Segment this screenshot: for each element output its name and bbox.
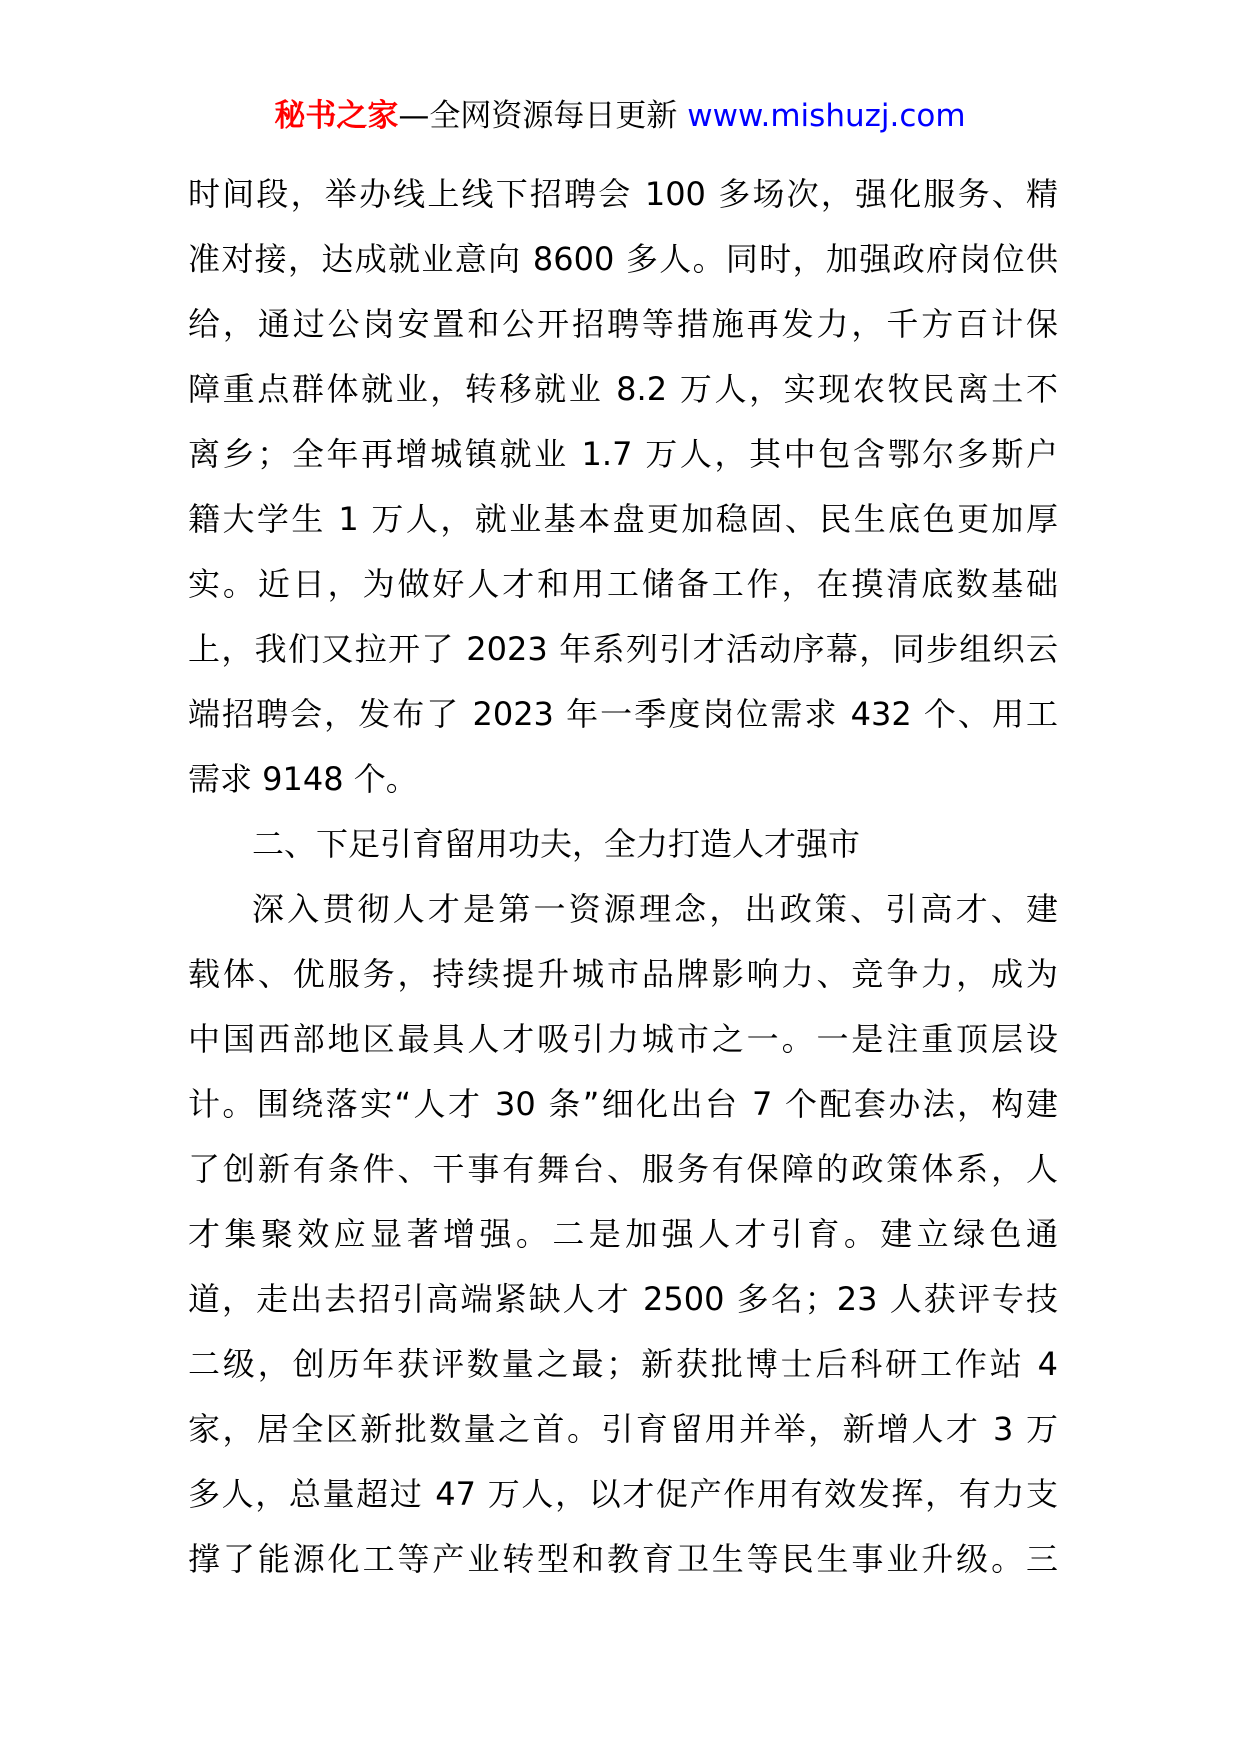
text-line: 了创新有条件、干事有舞台、服务有保障的政策体系，人	[188, 1150, 1058, 1188]
text-line: 载体、优服务，持续提升城市品牌影响力、竞争力，成为	[188, 955, 1058, 993]
text-line: 家，居全区新批数量之首。引育留用并举，新增人才 3 万	[188, 1410, 1058, 1448]
text-line: 离乡；全年再增城镇就业 1.7 万人，其中包含鄂尔多斯户	[188, 435, 1058, 473]
brand-name: 秘书之家	[274, 98, 399, 134]
text-line: 撑了能源化工等产业转型和教育卫生等民生事业升级。三	[188, 1540, 1058, 1578]
text-line: 才集聚效应显著增强。二是加强人才引育。建立绿色通	[188, 1215, 1058, 1253]
page-header	[0, 96, 1240, 136]
text-line: 多人，总量超过 47 万人，以才促产作用有效发挥，有力支	[188, 1475, 1058, 1513]
text-line: 时间段，举办线上线下招聘会 100 多场次，强化服务、精	[188, 175, 1058, 213]
paragraph-talent	[188, 877, 1058, 1592]
text-line: 深入贯彻人才是第一资源理念，出政策、引高才、建	[252, 890, 1058, 928]
text-line: 上，我们又拉开了 2023 年系列引才活动序幕，同步组织云	[188, 630, 1058, 668]
paragraph-employment	[188, 162, 1058, 812]
text-line: 籍大学生 1 万人，就业基本盘更加稳固、民生底色更加厚	[188, 500, 1058, 538]
text-line: 道，走出去招引高端紧缺人才 2500 多名；23 人获评专技	[188, 1280, 1058, 1318]
text-line: 障重点群体就业，转移就业 8.2 万人，实现农牧民离土不	[188, 370, 1058, 408]
text-line: 实。近日，为做好人才和用工储备工作，在摸清底数基础	[188, 565, 1058, 603]
text-line: 给，通过公岗安置和公开招聘等措施再发力，千方百计保	[188, 305, 1058, 343]
section-heading: 二、下足引育留用功夫，全力打造人才强市	[252, 825, 861, 863]
text-line: 准对接，达成就业意向 8600 多人。同时，加强政府岗位供	[188, 240, 1058, 278]
text-line: 中国西部地区最具人才吸引力城市之一。一是注重顶层设	[188, 1020, 1058, 1058]
text-line: 二级，创历年获评数量之最；新获批博士后科研工作站 4	[188, 1345, 1058, 1383]
header-tagline: —全网资源每日更新	[398, 98, 688, 134]
site-url-link[interactable]: www.mishuzj.com	[687, 98, 966, 134]
text-line: 端招聘会，发布了 2023 年一季度岗位需求 432 个、用工	[188, 695, 1058, 733]
text-line: 需求 9148 个。	[188, 760, 418, 798]
text-line: 计。围绕落实“人才 30 条”细化出台 7 个配套办法，构建	[188, 1085, 1058, 1123]
document-body	[188, 162, 1058, 1592]
